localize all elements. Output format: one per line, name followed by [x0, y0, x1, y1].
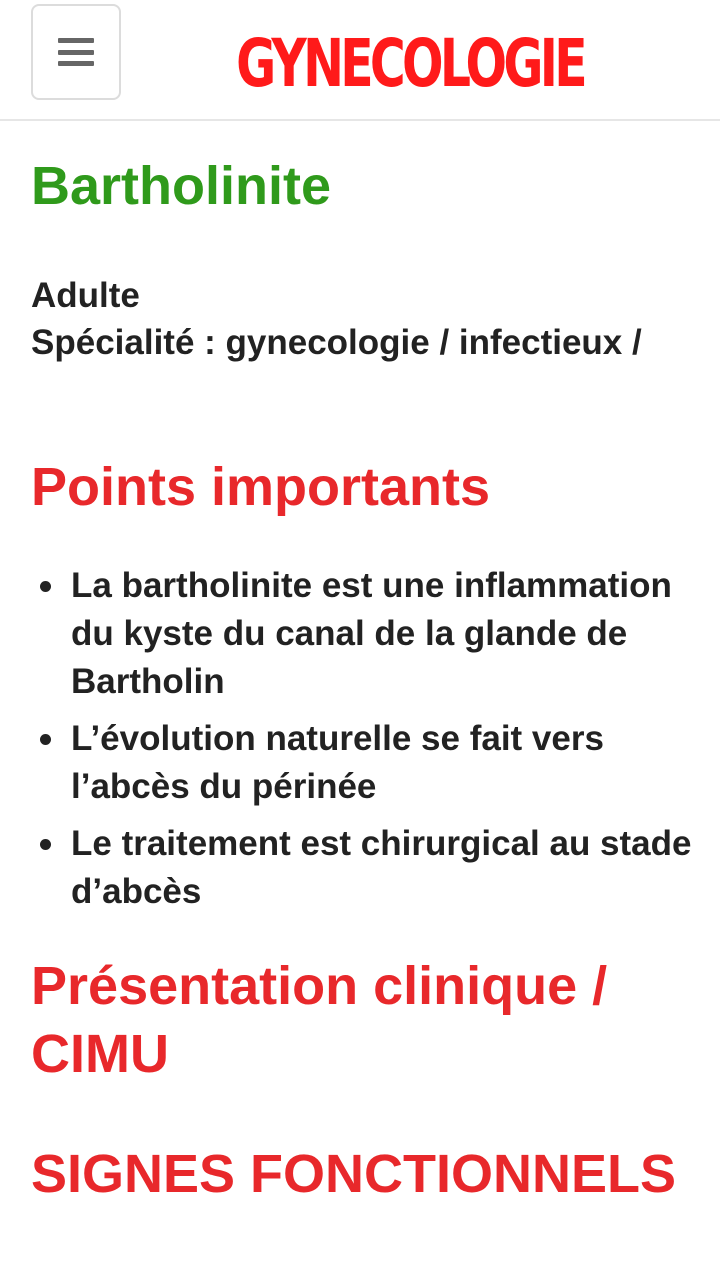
bullet-icon: [40, 734, 51, 745]
section-heading-points: Points importants: [31, 457, 491, 517]
list-item: [31, 820, 696, 916]
population-label: Adulte: [31, 276, 140, 315]
bullet-icon: [40, 581, 51, 592]
hamburger-menu-icon: [58, 38, 94, 66]
page-title: Bartholinite: [31, 156, 332, 216]
list-item: [31, 562, 696, 706]
section-heading-clinique: Présentation clinique / CIMU: [31, 956, 608, 1084]
list-item-text: La bartholinite est une inflammation du kyste du canal de la glande de Bartholin: [71, 566, 672, 701]
menu-button[interactable]: [31, 4, 121, 100]
app-header: [0, 0, 720, 121]
list-item: [31, 715, 696, 811]
bullet-icon: [40, 839, 51, 850]
article-meta: [31, 272, 691, 366]
site-logo[interactable]: GYNECOLOGIE: [236, 24, 584, 102]
list-item-text: L’évolution naturelle se fait vers l’abcès du périnée: [71, 719, 604, 806]
points-list: [31, 562, 696, 925]
list-item-text: Le traitement est chirurgical au stade d’abcès: [71, 824, 692, 911]
specialty-label: Spécialité : gynecologie / infectieux /: [31, 323, 642, 362]
section-heading-signes: SIGNES FONCTIONNELS: [31, 1144, 677, 1204]
